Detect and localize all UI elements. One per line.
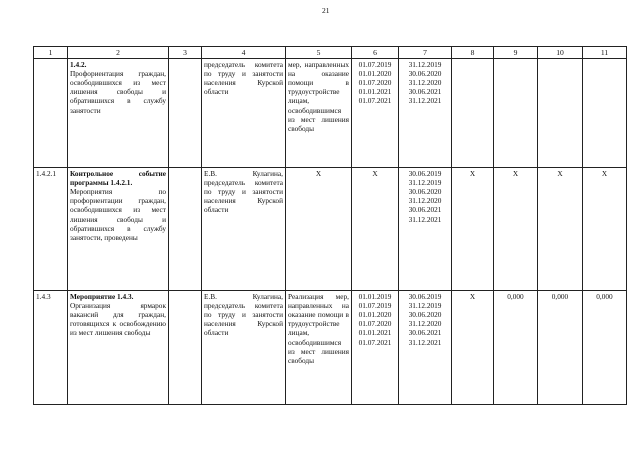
result-cell: X <box>286 168 352 291</box>
col9-cell: 0,000 <box>494 291 538 405</box>
end-date: 30.06.2020 <box>408 310 442 320</box>
start-dates-cell <box>352 59 399 168</box>
empty-cell <box>169 291 202 405</box>
col10-cell: 0,000 <box>538 291 583 405</box>
start-date: 01.07.2019 <box>358 301 392 311</box>
header-cell-7: 7 <box>399 47 452 59</box>
event-name-cell <box>68 291 169 405</box>
end-date: 31.12.2020 <box>408 196 442 206</box>
start-date: 01.01.2021 <box>358 87 392 97</box>
header-cell-2: 2 <box>68 47 169 59</box>
start-date: 01.01.2019 <box>358 292 392 302</box>
col11-cell: 0,000 <box>583 291 627 405</box>
empty-cell <box>169 59 202 168</box>
end-date: 31.12.2021 <box>408 214 442 224</box>
start-date: 01.07.2020 <box>358 78 392 88</box>
header-cell-8: 8 <box>452 47 494 59</box>
result-cell: Реализация мер, направленных на оказание помощи в трудоустройстве лицам, освободившимся из мест лишения свободы <box>286 291 352 405</box>
header-cell-5: 5 <box>286 47 352 59</box>
start-date: 01.01.2020 <box>358 69 392 79</box>
header-cell-4: 4 <box>202 47 286 59</box>
end-date: 30.06.2021 <box>408 205 442 215</box>
end-dates-cell <box>399 168 452 291</box>
end-date: 30.06.2020 <box>408 187 442 197</box>
col8-cell: X <box>452 168 494 291</box>
event-name-cell <box>68 168 169 291</box>
event-title: Контрольное событие программы 1.4.2.1. <box>70 169 166 188</box>
row-number: 1.4.2.1 <box>34 168 68 291</box>
end-date: 30.06.2019 <box>408 292 442 302</box>
header-cell-6: 6 <box>352 47 399 59</box>
page-number: 21 <box>322 6 330 15</box>
start-dates-cell <box>352 291 399 405</box>
event-title: Мероприятие 1.4.3. <box>70 292 134 302</box>
header-cell-10: 10 <box>538 47 583 59</box>
end-date: 30.06.2020 <box>408 69 442 79</box>
header-cell-3: 3 <box>169 47 202 59</box>
end-date: 30.06.2019 <box>408 169 442 179</box>
row-number <box>34 59 68 168</box>
col10-cell <box>538 59 583 168</box>
end-dates-cell <box>399 59 452 168</box>
event-description: Мероприятия по профориентации граждан, освободившихся из мест лишения свободы и обратившихся в службу занятости, проведены <box>70 187 166 242</box>
responsible-cell: председатель комитета по труду и занятости населения Курской области <box>202 59 286 168</box>
end-date: 30.06.2021 <box>408 87 442 97</box>
end-date: 31.12.2020 <box>408 78 442 88</box>
col11-cell: X <box>583 168 627 291</box>
col8-cell: X <box>452 291 494 405</box>
end-date: 31.12.2021 <box>408 96 442 106</box>
row-number: 1.4.3 <box>34 291 68 405</box>
event-name-cell <box>68 59 169 168</box>
start-date: 01.01.2020 <box>358 310 392 320</box>
col9-cell: X <box>494 168 538 291</box>
event-title: 1.4.2. <box>70 60 87 70</box>
event-description: Организация ярмарок вакансий для граждан, готовящихся к освобождению из мест лишения свободы <box>70 301 166 338</box>
header-row <box>34 47 627 59</box>
col11-cell <box>583 59 627 168</box>
end-date: 31.12.2020 <box>408 319 442 329</box>
end-date: 31.12.2019 <box>408 301 442 311</box>
empty-cell <box>169 168 202 291</box>
end-date: 31.12.2019 <box>408 178 442 188</box>
col10-cell: X <box>538 168 583 291</box>
start-date: 01.07.2020 <box>358 319 392 329</box>
end-dates-cell <box>399 291 452 405</box>
end-date: 30.06.2021 <box>408 328 442 338</box>
result-cell: мер, направленных на оказание помощи в трудоустройстве лицам, освободившимся из мест лишения свободы <box>286 59 352 168</box>
program-table <box>33 46 627 405</box>
header-cell-1: 1 <box>34 47 68 59</box>
event-description: Профориентация граждан, освободившихся из мест лишения свободы и обратившихся в службу занятости <box>70 69 166 115</box>
header-cell-11: 11 <box>583 47 627 59</box>
start-date: 01.07.2021 <box>358 96 392 106</box>
start-date: X <box>372 169 378 179</box>
table-row <box>34 291 627 405</box>
responsible-cell: Е.В. Кулагина, председатель комитета по труду и занятости населения Курской области <box>202 291 286 405</box>
table-row <box>34 59 627 168</box>
table-row <box>34 168 627 291</box>
col9-cell <box>494 59 538 168</box>
end-date: 31.12.2019 <box>408 60 442 70</box>
end-date: 31.12.2021 <box>408 337 442 347</box>
start-date: 01.07.2019 <box>358 60 392 70</box>
start-date: 01.07.2021 <box>358 337 392 347</box>
header-cell-9: 9 <box>494 47 538 59</box>
responsible-cell: Е.В. Кулагина, председатель комитета по труду и занятости населения Курской области <box>202 168 286 291</box>
start-dates-cell <box>352 168 399 291</box>
start-date: 01.01.2021 <box>358 328 392 338</box>
col8-cell <box>452 59 494 168</box>
